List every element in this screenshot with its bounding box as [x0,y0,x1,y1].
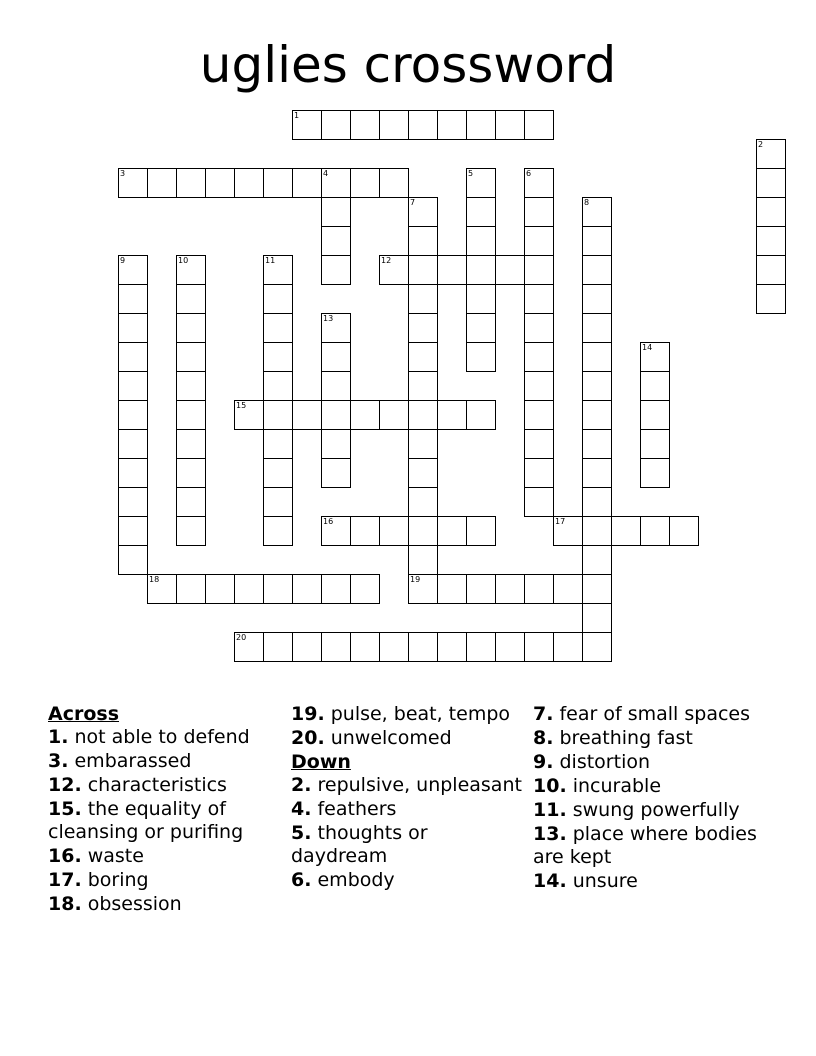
grid-cell[interactable] [756,255,786,285]
clue-number: 5. [291,822,312,844]
grid-cell[interactable] [408,545,438,575]
grid-cell[interactable] [408,487,438,517]
down-clue [533,727,769,750]
grid-cell[interactable] [292,574,322,604]
clue-number: 12. [48,774,82,796]
grid-cell[interactable] [466,226,496,256]
grid-cell[interactable] [118,400,148,430]
cell-number: 1 [294,111,300,120]
grid-cell[interactable] [321,342,351,372]
grid-cell[interactable] [437,574,467,604]
grid-cell[interactable] [321,458,351,488]
grid-cell[interactable] [263,342,293,372]
clue-text: waste [81,845,144,867]
grid-cell[interactable] [408,342,438,372]
puzzle-title: uglies crossword [199,36,617,94]
grid-cell[interactable] [205,574,235,604]
across-clue [48,893,284,916]
grid-cell[interactable] [524,400,554,430]
grid-cell[interactable] [582,313,612,343]
grid-cell[interactable] [466,342,496,372]
clue-number: 19. [291,703,325,725]
clue-number: 9. [533,751,554,773]
grid-cell[interactable] [118,545,148,575]
grid-cell[interactable] [263,632,293,662]
grid-cell[interactable] [408,110,438,140]
grid-cell[interactable] [582,545,612,575]
grid-cell[interactable] [408,313,438,343]
grid-cell[interactable] [466,400,496,430]
grid-cell[interactable] [466,313,496,343]
grid-cell[interactable] [437,110,467,140]
down-clue [533,823,769,869]
grid-cell[interactable] [582,429,612,459]
grid-cell[interactable] [466,197,496,227]
grid-cell[interactable] [408,255,438,285]
grid-cell[interactable] [263,516,293,546]
grid-cell[interactable] [176,574,206,604]
grid-cell[interactable] [408,226,438,256]
clue-text: boring [81,869,149,891]
grid-cell[interactable] [118,487,148,517]
down-clue [533,703,769,726]
grid-cell[interactable] [234,574,264,604]
grid-cell[interactable] [669,516,699,546]
clue-text: the equality of cleansing or purifing [48,798,244,843]
grid-cell[interactable] [379,400,409,430]
clue-text: not able to defend [68,726,250,748]
grid-cell[interactable] [350,574,380,604]
grid-cell[interactable] [263,429,293,459]
grid-cell[interactable] [437,632,467,662]
clue-text: distortion [553,751,651,773]
grid-cell[interactable] [205,168,235,198]
clues-column-3 [533,703,769,894]
grid-cell[interactable] [118,284,148,314]
grid-cell[interactable] [524,197,554,227]
clue-text: embarassed [68,750,192,772]
grid-cell[interactable] [524,313,554,343]
grid-cell[interactable] [524,226,554,256]
grid-cell[interactable] [640,429,670,459]
grid-cell[interactable] [263,371,293,401]
across-clue [48,798,284,844]
cell-number: 2 [758,140,764,149]
grid-cell[interactable] [118,458,148,488]
grid-cell[interactable] [495,255,525,285]
grid-cell[interactable] [437,516,467,546]
grid-cell[interactable] [263,458,293,488]
grid-cell[interactable] [408,429,438,459]
clues-column-1 [48,703,284,917]
cell-number: 8 [584,198,590,207]
clue-text: embody [311,869,395,891]
grid-cell[interactable] [176,313,206,343]
down-heading: Down [291,751,351,773]
clue-number: 18. [48,893,82,915]
grid-cell[interactable] [466,110,496,140]
grid-cell[interactable] [466,632,496,662]
clue-number: 1. [48,726,69,748]
down-clue [533,799,769,822]
clue-text: unwelcomed [324,727,452,749]
clue-number: 10. [533,775,567,797]
grid-cell[interactable] [640,516,670,546]
grid-cell[interactable] [321,110,351,140]
cell-number: 11 [265,256,276,265]
across-clue [48,774,284,797]
across-clue [291,727,527,750]
grid-cell[interactable] [524,487,554,517]
clue-text: thoughts or daydream [291,822,428,867]
clues-column-2 [291,703,527,893]
cell-number: 15 [236,401,247,410]
grid-cell[interactable] [176,429,206,459]
grid-cell[interactable] [263,487,293,517]
grid-cell[interactable] [640,371,670,401]
grid-cell[interactable] [176,458,206,488]
grid-cell[interactable] [321,371,351,401]
grid-cell[interactable] [408,400,438,430]
grid-cell[interactable] [321,632,351,662]
across-clue [291,703,527,726]
clue-number: 8. [533,727,554,749]
grid-cell[interactable] [553,632,583,662]
down-clue [291,869,527,892]
grid-cell[interactable] [234,168,264,198]
grid-cell[interactable] [582,255,612,285]
cell-number: 9 [120,256,126,265]
grid-cell[interactable] [263,168,293,198]
grid-cell[interactable] [408,284,438,314]
grid-cell[interactable] [640,400,670,430]
clue-text: feathers [311,798,397,820]
grid-cell[interactable] [321,574,351,604]
grid-cell[interactable] [379,168,409,198]
clue-text: fear of small spaces [553,703,751,725]
grid-cell[interactable] [582,487,612,517]
grid-cell[interactable] [495,574,525,604]
grid-cell[interactable] [640,458,670,488]
grid-cell[interactable] [350,632,380,662]
grid-cell[interactable] [321,255,351,285]
grid-cell[interactable] [582,516,612,546]
clue-number: 14. [533,870,567,892]
grid-cell[interactable] [524,371,554,401]
clue-text: obsession [81,893,182,915]
grid-cell[interactable] [292,400,322,430]
grid-cell[interactable] [524,342,554,372]
grid-cell[interactable] [176,342,206,372]
grid-cell[interactable] [176,487,206,517]
cell-number: 7 [410,198,416,207]
grid-cell[interactable] [118,371,148,401]
grid-cell[interactable] [582,226,612,256]
cell-number: 10 [178,256,189,265]
grid-cell[interactable] [582,574,612,604]
grid-cell[interactable] [176,284,206,314]
grid-cell[interactable] [524,110,554,140]
grid-cell[interactable] [524,255,554,285]
clue-text: incurable [566,775,662,797]
down-clue [291,822,527,868]
grid-cell[interactable] [379,632,409,662]
clue-number: 4. [291,798,312,820]
across-clue [48,845,284,868]
grid-cell[interactable] [756,226,786,256]
across-clue [48,869,284,892]
grid-cell[interactable] [263,284,293,314]
down-clue [291,798,527,821]
cell-number: 19 [410,575,421,584]
cell-number: 3 [120,169,126,178]
clue-text: breathing fast [553,727,693,749]
cell-number: 17 [555,517,566,526]
grid-cell[interactable] [118,313,148,343]
across-clue [48,726,284,749]
cell-number: 5 [468,169,474,178]
clue-text: pulse, beat, tempo [324,703,511,725]
grid-cell[interactable] [524,429,554,459]
grid-cell[interactable] [437,400,467,430]
grid-cell[interactable] [118,429,148,459]
clue-number: 2. [291,774,312,796]
grid-cell[interactable] [437,255,467,285]
cell-number: 6 [526,169,532,178]
grid-cell[interactable] [350,168,380,198]
across-clue [48,750,284,773]
clue-number: 13. [533,823,567,845]
down-clue [291,774,527,797]
grid-cell[interactable] [466,255,496,285]
grid-cell[interactable] [292,168,322,198]
grid-cell[interactable] [292,632,322,662]
grid-cell[interactable] [524,632,554,662]
cell-number: 12 [381,256,392,265]
clue-number: 16. [48,845,82,867]
grid-cell[interactable] [582,603,612,633]
grid-cell[interactable] [176,371,206,401]
cell-number: 14 [642,343,653,352]
clue-number: 11. [533,799,567,821]
grid-cell[interactable] [118,342,148,372]
grid-cell[interactable] [756,284,786,314]
grid-cell[interactable] [321,429,351,459]
cell-number: 4 [323,169,329,178]
grid-cell[interactable] [350,516,380,546]
grid-cell[interactable] [524,574,554,604]
grid-cell[interactable] [524,284,554,314]
grid-cell[interactable] [263,574,293,604]
across-heading: Across [48,703,120,725]
grid-cell[interactable] [611,516,641,546]
clue-number: 3. [48,750,69,772]
clue-number: 7. [533,703,554,725]
grid-cell[interactable] [147,168,177,198]
clue-text: characteristics [81,774,227,796]
clue-text: swung powerfully [566,799,740,821]
cell-number: 20 [236,633,247,642]
grid-cell[interactable] [408,458,438,488]
grid-cell[interactable] [321,197,351,227]
grid-cell[interactable] [466,284,496,314]
grid-cell[interactable] [321,400,351,430]
grid-cell[interactable] [582,458,612,488]
grid-cell[interactable] [582,371,612,401]
grid-cell[interactable] [553,574,583,604]
clue-number: 20. [291,727,325,749]
clue-text: place where bodies are kept [533,823,757,868]
grid-cell[interactable] [350,400,380,430]
grid-cell[interactable] [263,313,293,343]
clue-number: 6. [291,869,312,891]
grid-cell[interactable] [350,110,380,140]
grid-cell[interactable] [408,632,438,662]
grid-cell[interactable] [582,342,612,372]
grid-cell[interactable] [379,516,409,546]
grid-cell[interactable] [756,168,786,198]
grid-cell[interactable] [408,371,438,401]
down-clue [533,751,769,774]
clue-text: repulsive, unpleasant [311,774,522,796]
clue-text: unsure [566,870,638,892]
grid-cell[interactable] [582,632,612,662]
clue-number: 15. [48,798,82,820]
grid-cell[interactable] [582,400,612,430]
down-clue [533,775,769,798]
grid-cell[interactable] [495,110,525,140]
grid-cell[interactable] [582,284,612,314]
grid-cell[interactable] [756,197,786,227]
grid-cell[interactable] [495,632,525,662]
cell-number: 18 [149,575,160,584]
grid-cell[interactable] [176,516,206,546]
grid-cell[interactable] [263,400,293,430]
grid-cell[interactable] [321,226,351,256]
clue-number: 17. [48,869,82,891]
cell-number: 16 [323,517,334,526]
grid-cell[interactable] [408,516,438,546]
grid-cell[interactable] [118,516,148,546]
grid-cell[interactable] [524,458,554,488]
cell-number: 13 [323,314,334,323]
grid-cell[interactable] [379,110,409,140]
grid-cell[interactable] [176,400,206,430]
down-clue [533,870,769,893]
grid-cell[interactable] [466,516,496,546]
grid-cell[interactable] [176,168,206,198]
grid-cell[interactable] [466,574,496,604]
